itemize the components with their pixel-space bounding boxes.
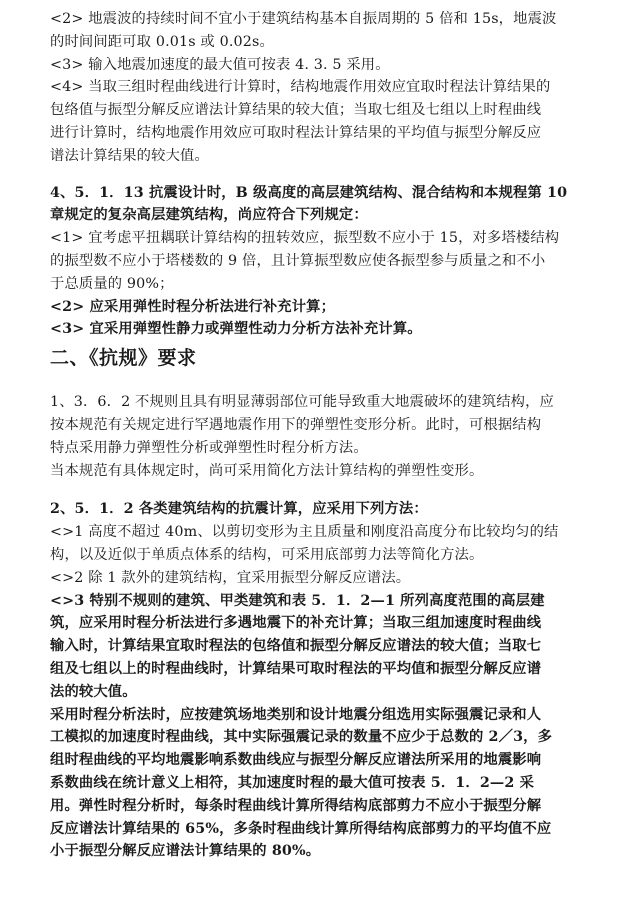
clause-item-line: 筑，应采用时程分析法进行多遇地震下的补充计算；当取三组加速度时程曲线 <box>50 615 542 632</box>
paragraph-line: 工模拟的加速度时程曲线，其中实际强震记录的数量不应少于总数的 2／3，多 <box>50 729 553 746</box>
paragraph-line: 系数曲线在统计意义上相符，其加速度时程的最大值可按表 5．1．2—2 采 <box>50 774 535 791</box>
clause-title-line: 2、5．1．2 各类建筑结构的抗震计算，应采用下列方法： <box>50 501 428 518</box>
section-clause-3-6-2 <box>50 391 610 482</box>
paragraph-line: 小于振型分解反应谱法计算结果的 80%。 <box>50 843 321 860</box>
section-clause-5-1-13 <box>50 182 610 342</box>
paragraph-line: 组时程曲线的平均地震影响系数曲线应与振型分解反应谱法所采用的地震影响 <box>50 752 542 769</box>
spacer <box>50 168 610 182</box>
clause-item-line: 组及七组以上的时程曲线时，计算结果可取时程法的平均值和振型分解反应谱 <box>50 660 542 677</box>
paragraph-line: 用。弹性时程分析时，每条时程曲线计算所得结构底部剪力不应小于振型分解 <box>50 797 542 814</box>
clause-item-line: 输入时，计算结果宜取时程法的包络值和振型分解反应谱法的较大值；当取七 <box>50 638 542 655</box>
section-clause-5-1-2 <box>50 498 610 863</box>
text-line: 进行计算时，结构地震作用效应可取时程法计算结果的平均值与振型分解反应 <box>50 124 542 141</box>
text-line: 的时间间距可取 0.01s 或 0.02s。 <box>50 33 274 50</box>
text-line: 当本规范有具体规定时，尚可采用简化方法计算结构的弹塑性变形。 <box>50 462 484 479</box>
text-line: 谱法计算结果的较大值。 <box>50 147 209 164</box>
clause-title-line: 章规定的复杂高层建筑结构，尚应符合下列规定： <box>50 207 368 224</box>
clause-item-line: 法的较大值。 <box>50 683 137 700</box>
clause-item-line: 于总质量的 90%； <box>50 275 174 292</box>
text-line: 包络值与振型分解反应谱法计算结果的较大值；当取七组及七组以上时程曲线 <box>50 102 542 119</box>
clause-item-3: <3> 宜采用弹塑性静力或弹塑性动力分析方法补充计算。 <box>50 321 422 338</box>
spacer <box>50 482 610 498</box>
clause-item-2: <>2 除 1 款外的建筑结构，宜采用振型分解反应谱法。 <box>50 569 411 586</box>
text-line: 按本规范有关规定进行罕遇地震作用下的弹塑性变形分析。此时，可根据结构 <box>50 416 542 433</box>
clause-item-line: <>3 特别不规则的建筑、甲类建筑和表 5．1．2—1 所列高度范围的高层建 <box>50 592 545 609</box>
text-line: <2> 地震波的持续时间不宜小于建筑结构基本自振周期的 5 倍和 15s，地震波 <box>50 11 557 27</box>
clause-item-line: <>1 高度不超过 40m、以剪切变形为主且质量和刚度沿高度分布比较均匀的结 <box>50 524 559 541</box>
section-time-history-provisions <box>50 8 610 168</box>
paragraph-line: 采用时程分析法时，应按建筑场地类别和设计地震分组选用实际强震记录和人 <box>50 706 542 723</box>
text-line: 1、3．6．2 不规则且具有明显薄弱部位可能导致重大地震破坏的建筑结构，应 <box>50 394 554 411</box>
clause-item-2: <2> 应采用弹性时程分析法进行补充计算； <box>50 298 336 315</box>
section-heading: 二、《抗规》要求 <box>50 347 197 370</box>
text-line: 特点采用静力弹塑性分析或弹塑性时程分析方法。 <box>50 439 368 456</box>
spacer <box>50 375 610 391</box>
clause-title-line: 4、5．1．13 抗震设计时，B 级高度的高层建筑结构、混合结构和本规程第 10 <box>50 184 568 201</box>
clause-item-line: 的振型数不应小于塔楼数的 9 倍，且计算振型数应使各振型参与质量之和不小 <box>50 252 546 269</box>
text-line: <4> 当取三组时程曲线进行计算时，结构地震作用效应宜取时程法计算结果的 <box>50 79 551 96</box>
clause-item-line: <1> 宜考虑平扭耦联计算结构的扭转效应，振型数不应小于 15，对多塔楼结构 <box>50 230 560 247</box>
text-line: <3> 输入地震加速度的最大值可按表 4. 3. 5 采用。 <box>50 56 390 73</box>
paragraph-line: 反应谱法计算结果的 65%，多条时程曲线计算所得结构底部剪力的平均值不应 <box>50 820 552 837</box>
clause-item-line: 构，以及近似于单质点体系的结构，可采用底部剪力法等简化方法。 <box>50 546 484 563</box>
document-page <box>50 8 610 863</box>
